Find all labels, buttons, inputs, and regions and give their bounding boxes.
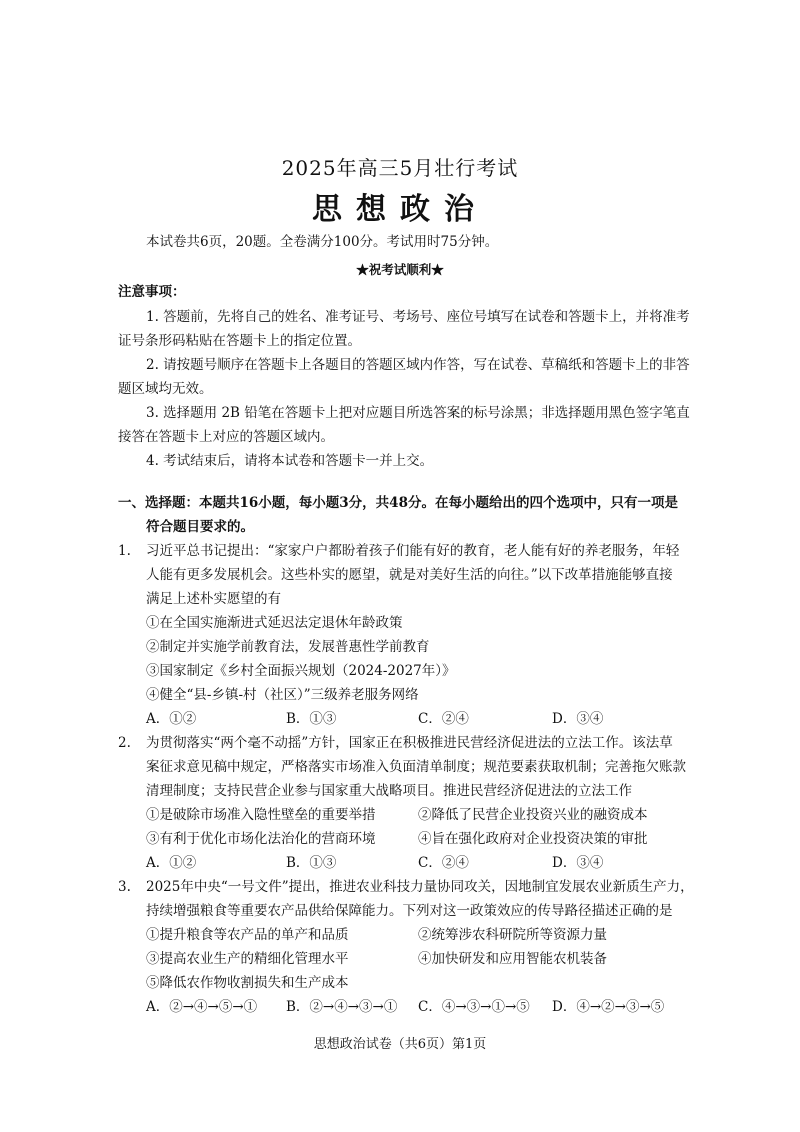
q1-stem: 习近平总书记提出：“家家户户都盼着孩子们能有好的教育，老人能有好的养老服务，年轻 bbox=[146, 543, 680, 559]
question-number: 3. bbox=[118, 879, 131, 895]
q3-option-d: D．④→②→③→⑤ bbox=[552, 999, 665, 1015]
page-footer: 思想政治试卷（共6页）第1页 bbox=[313, 1037, 487, 1052]
exam-info: 本试卷共6页，20题。全卷满分100分。考试用时75分钟。 bbox=[146, 234, 499, 250]
notice-line: 题区域均无效。 bbox=[118, 381, 213, 397]
q3-item: ⑤降低农作物收割损失和生产成本 bbox=[146, 975, 349, 991]
question-number: 2. bbox=[118, 735, 131, 751]
q3-item: ③提高农业生产的精细化管理水平 bbox=[146, 951, 349, 967]
q3-stem: 持续增强粮食等重要农产品供给保障能力。下列对这一政策效应的传导路径描述正确的是 bbox=[146, 903, 673, 919]
subject-title: 思想政治 bbox=[312, 192, 488, 227]
q1-item: ④健全“县-乡镇-村（社区）”三级养老服务网络 bbox=[146, 687, 419, 703]
q2-item: ③有利于优化市场化法治化的营商环境 bbox=[146, 831, 376, 847]
q3-option-b: B．②→④→③→① bbox=[286, 999, 398, 1015]
notice-line: 接答在答题卡上对应的答题区域内。 bbox=[118, 429, 334, 445]
notice-line: 4. 考试结束后，请将本试卷和答题卡一并上交。 bbox=[146, 453, 434, 469]
q2-option-b: B．①③ bbox=[286, 855, 337, 871]
q3-stem: 2025年中央“一号文件”提出，推进农业科技力量协同攻关，因地制宜发展农业新质生产力， bbox=[146, 879, 694, 895]
q1-item: ①在全国实施渐进式延迟法定退休年龄政策 bbox=[146, 615, 403, 631]
exam-title: 2025年高三5月壮行考试 bbox=[281, 156, 519, 180]
notice-line: 证号条形码粘贴在答题卡上的指定位置。 bbox=[118, 333, 361, 349]
q1-option-d: D．③④ bbox=[552, 711, 604, 727]
notice-line: 1. 答题前，先将自己的姓名、准考证号、考场号、座位号填写在试卷和答题卡上，并将准考 bbox=[146, 309, 690, 325]
q2-option-d: D．③④ bbox=[552, 855, 604, 871]
q2-option-c: C．②④ bbox=[418, 855, 469, 871]
q2-item: ①是破除市场准入隐性壁垒的重要举措 bbox=[146, 807, 376, 823]
q1-stem: 满足上述朴实愿望的有 bbox=[146, 591, 281, 607]
q1-option-b: B．①③ bbox=[286, 711, 337, 727]
q2-stem: 为贯彻落实“两个毫不动摇”方针，国家正在积极推进民营经济促进法的立法工作。该法草 bbox=[146, 735, 673, 751]
q2-stem: 清理制度；支持民营企业参与国家重大战略项目。推进民营经济促进法的立法工作 bbox=[146, 783, 632, 799]
q1-option-c: C．②④ bbox=[418, 711, 469, 727]
notice-heading: 注意事项： bbox=[118, 284, 186, 300]
question-number: 1. bbox=[118, 543, 131, 559]
q2-item: ④旨在强化政府对企业投资决策的审批 bbox=[418, 831, 648, 847]
notice-line: 2. 请按题号顺序在答题卡上各题目的答题区域内作答，写在试卷、草稿纸和答题卡上的非答 bbox=[146, 357, 690, 373]
q2-item: ②降低了民营企业投资兴业的融资成本 bbox=[418, 807, 648, 823]
q2-option-a: A．①② bbox=[146, 855, 197, 871]
q1-option-a: A．①② bbox=[146, 711, 197, 727]
wish-text: ★祝考试顺利★ bbox=[356, 262, 444, 277]
q3-item: ①提升粮食等农产品的单产和品质 bbox=[146, 927, 349, 943]
q1-item: ②制定并实施学前教育法，发展普惠性学前教育 bbox=[146, 639, 430, 655]
q3-item: ④加快研发和应用智能农机装备 bbox=[418, 951, 607, 967]
section-heading: 一、选择题：本题共16小题，每小题3分，共48分。在每小题给出的四个选项中，只有一项是 bbox=[118, 495, 678, 511]
q3-item: ②统筹涉农科研院所等资源力量 bbox=[418, 927, 607, 943]
q3-option-c: C．④→③→①→⑤ bbox=[418, 999, 530, 1015]
section-heading-cont: 符合题目要求的。 bbox=[146, 519, 254, 535]
q2-stem: 案征求意见稿中规定，严格落实市场准入负面清单制度；规范要素获取机制；完善拖欠账款 bbox=[146, 759, 686, 775]
q1-item: ③国家制定《乡村全面振兴规划（2024-2027年）》 bbox=[146, 663, 456, 679]
q3-option-a: A．②→④→⑤→① bbox=[146, 999, 258, 1015]
notice-line: 3. 选择题用 2B 铅笔在答题卡上把对应题目所选答案的标号涂黑；非选择题用黑色签字笔直 bbox=[146, 405, 690, 421]
q1-stem: 人能有更多发展机会。这些朴实的愿望，就是对美好生活的向往。”以下改革措施能够直接 bbox=[146, 567, 673, 583]
